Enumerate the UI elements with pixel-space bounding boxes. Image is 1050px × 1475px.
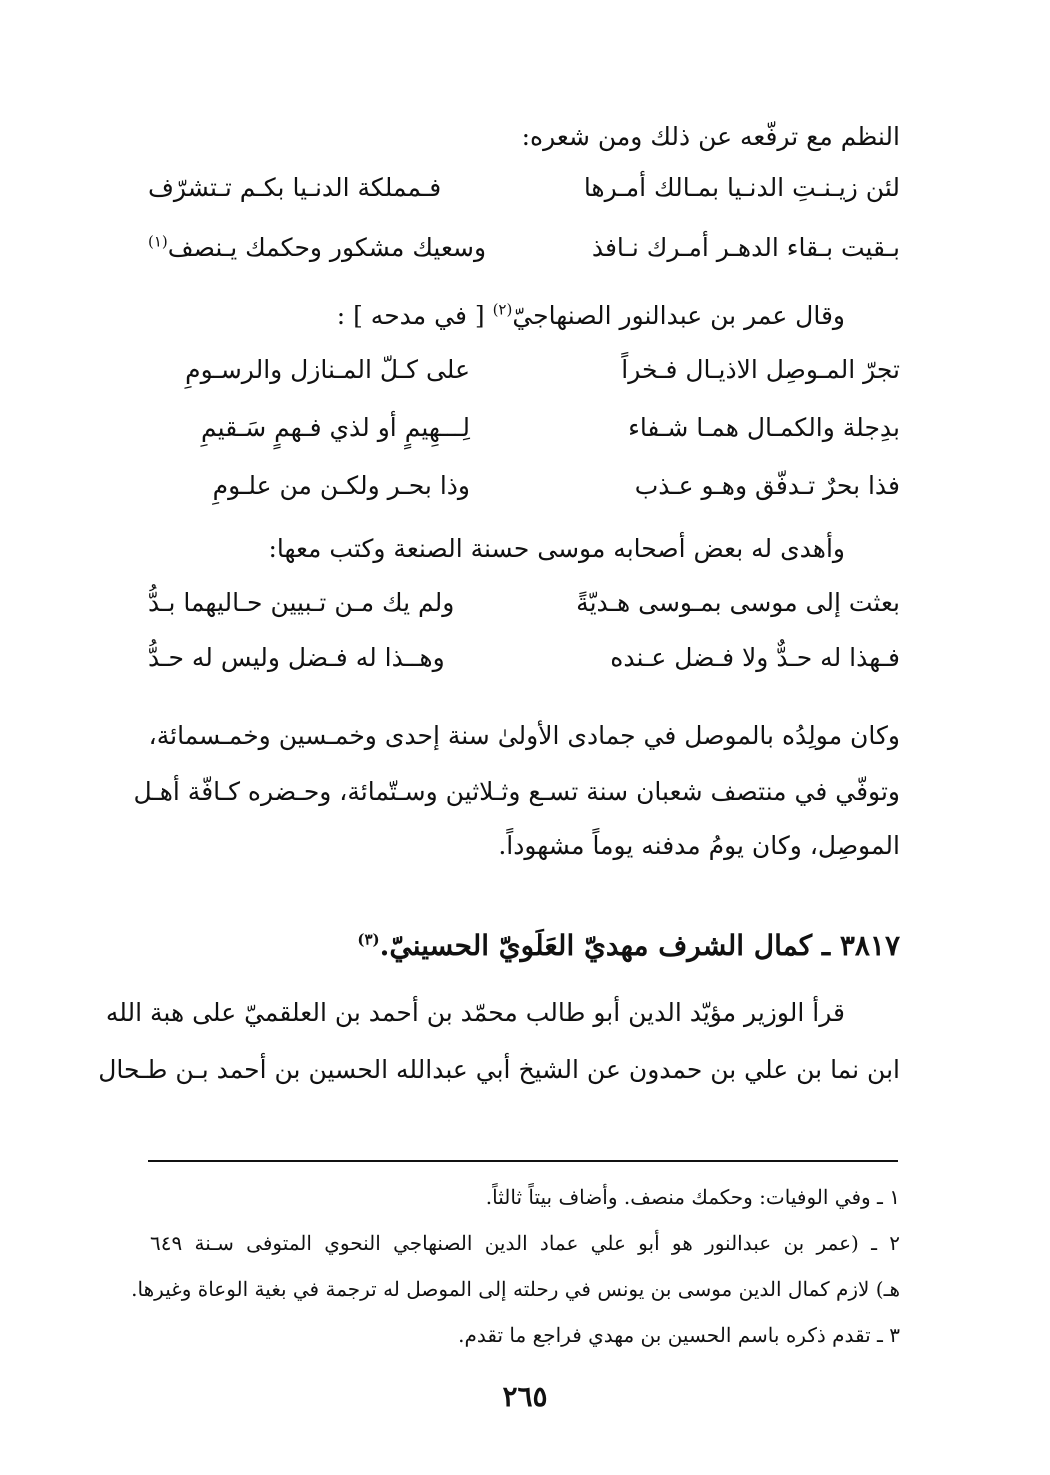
- intro-line-2: [95, 296, 845, 336]
- entry-heading: [150, 925, 900, 967]
- verse-1-2-first-hemistich: بـقيت بـقاء الدهـر أمـرك نـافذ: [591, 233, 900, 262]
- verse-2-3-first-hemistich: فذا بحرٌ تـدفّق وهـو عـذب: [634, 471, 900, 500]
- verse-text: وسعيك مشكور وحكمك يـنصف: [167, 233, 487, 262]
- verse-3-1-second-hemistich: ولم يك مـن تـبيين حـاليهما بـدُّ: [148, 588, 455, 617]
- verse-2-1-first-hemistich: تجرّ المـوصِل الاذيـال فـخراً: [621, 355, 900, 384]
- verse-3-2-second-hemistich: وهــذا له فـضل وليس له حـدُّ: [148, 643, 445, 672]
- verse-2-1-second-hemistich: على كـلّ المـنازل والرسـومِ: [185, 355, 470, 384]
- entry-text-line-1: قرأ الوزير مؤيّد الدين أبو طالب محمّد بن أحمد بن العلقميّ على هبة الله: [105, 998, 845, 1027]
- footnote-2-line-1: ٢ ـ (عمر بن عبدالنور هو أبو علي عماد الدين الصنهاجي النحوي المتوفى سـنة ٦٤٩: [150, 1231, 900, 1255]
- paragraph-line-2: وتوفّي في منتصف شعبان سنة تسـع وثـلاثين وسـتّمائة، وحـضره كـافّة أهـل: [133, 777, 900, 806]
- verse-2-2-second-hemistich: لِـــهِيمٍ أو لذي فـهمٍ سَـقيمِ: [201, 413, 470, 442]
- verse-1-1-first-hemistich: لئن زيـنـتِ الدنـيا بمـالك أمـرها: [583, 173, 900, 202]
- intro-text-tail: [ في مدحه ] :: [336, 301, 493, 330]
- entry-title: ـ كمال الشرف مهديّ العَلَويّ الحسينيّ.: [379, 929, 840, 962]
- verse-2-2-first-hemistich: بدِجلة والكمـال همـا شـفاء: [628, 413, 900, 442]
- entry-text-line-2: ابن نما بن علي بن حمدون عن الشيخ أبي عبدالله الحسين بن أحمد بـن طـحال: [98, 1055, 900, 1084]
- verse-3-1-first-hemistich: بعثت إلى موسى بمـوسى هـديّةً: [576, 588, 900, 617]
- intro-text: وقال عمر بن عبدالنور الصنهاجيّ: [512, 301, 845, 330]
- paragraph-line-3: الموصِل، وكان يومُ مدفنه يوماً مشهوداً.: [498, 831, 900, 860]
- footnote-1: ١ ـ وفي الوفيات: وحكمك منصف. وأضاف بيتاً ثالثاً.: [485, 1185, 900, 1209]
- entry-number: ٣٨١٧: [839, 929, 900, 962]
- intro-line-3: وأهدى له بعض أصحابه موسى حسنة الصنعة وكتب معها:: [268, 534, 845, 563]
- footnote-ref-1: (١): [148, 232, 168, 251]
- verse-2-3-second-hemistich: وذا بحـر ولكـن من علـومِ: [212, 471, 470, 500]
- footnote-2-line-2: هـ) لازم كمال الدين موسى بن يونس في رحلته إلى الموصل له ترجمة في بغية الوعاة وغيرها.: [131, 1277, 900, 1301]
- footnote-ref-2: (٢): [492, 300, 513, 319]
- footnote-3: ٣ ـ تقدم ذكره باسم الحسين بن مهدي فراجع ما تقدم.: [458, 1323, 900, 1347]
- page-number: ٢٦٥: [502, 1380, 548, 1413]
- verse-1-2-second-hemistich: [148, 228, 486, 268]
- footnote-ref-3: (٣): [357, 930, 380, 949]
- intro-line: النظم مع ترفّعه عن ذلك ومن شعره:: [521, 122, 900, 151]
- verse-3-2-first-hemistich: فـهذا له حـدٌّ ولا فـضل عـنده: [610, 643, 900, 672]
- verse-1-1-second-hemistich: فـمملكة الدنـيا بكـم تـتشرّف: [148, 173, 442, 202]
- paragraph-line-1: وكان مولِدُه بالموصل في جمادى الأولىٰ سنة إحدى وخمـسين وخمـسمائة،: [148, 721, 900, 750]
- footnote-separator: [148, 1160, 898, 1162]
